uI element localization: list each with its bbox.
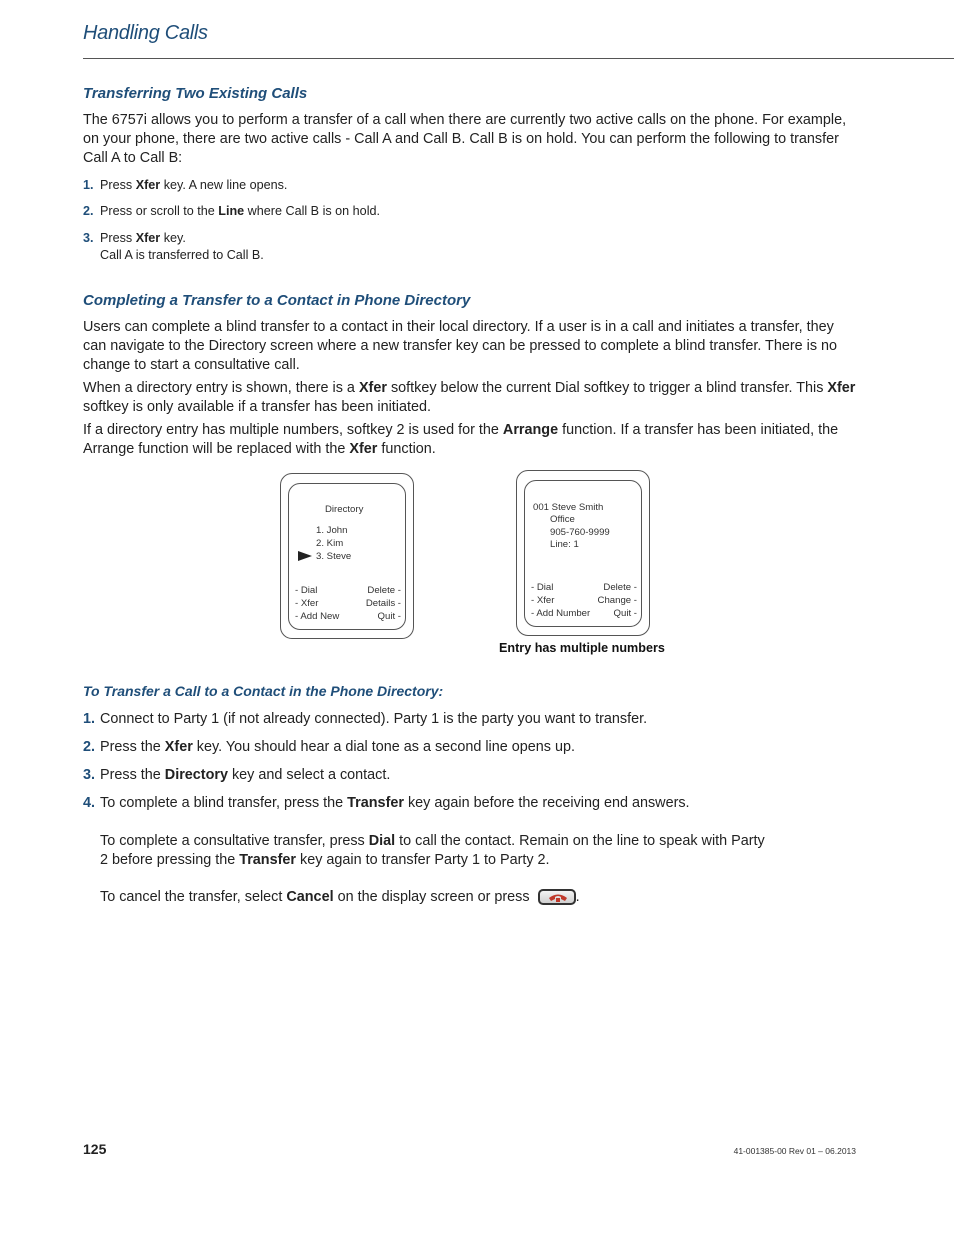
screen-title: Directory: [325, 504, 364, 515]
entry-label: Office: [550, 514, 575, 525]
list-item: 2. Press or scroll to the Line where Call B is on hold.: [83, 204, 380, 218]
entry-name: 001 Steve Smith: [533, 502, 604, 513]
softkey-delete: Delete -: [603, 582, 637, 593]
end-call-key-icon: [538, 889, 576, 905]
list-item: 1. Connect to Party 1 (if not already connected). Party 1 is the party you want to transfer.: [83, 711, 648, 727]
softkey-details: Details -: [365, 598, 401, 609]
softkey-add-number: - Add Number: [531, 608, 591, 619]
procedure-heading: To Transfer a Call to a Contact in the Phone Directory:: [83, 683, 444, 699]
directory-entry: 2. Kim: [316, 538, 344, 549]
softkey-dial: - Dial: [531, 582, 554, 593]
softkey-add-new: - Add New: [295, 611, 340, 622]
selection-arrow-icon: [298, 551, 312, 561]
entry-line: Line: 1: [550, 539, 579, 550]
softkey-xfer: - Xfer: [531, 595, 555, 606]
softkey-quit: Quit -: [377, 611, 401, 622]
softkey-dial: - Dial: [295, 585, 318, 596]
directory-entry: 3. Steve: [316, 551, 352, 562]
figure-caption: Entry has multiple numbers: [499, 641, 665, 655]
directory-entry: 1. John: [316, 525, 348, 536]
list-item: 4. To complete a blind transfer, press the Transfer key again before the receiving end answers.: [83, 795, 690, 811]
softkey-quit: Quit -: [613, 608, 637, 619]
softkey-change: Change -: [597, 595, 637, 606]
cancel-transfer-note: To cancel the transfer, select Cancel on the display screen or press .: [100, 889, 580, 905]
page-number: 125: [83, 1141, 107, 1157]
phone-directory-screen: [280, 473, 414, 639]
consultative-transfer-note: To complete a consultative transfer, press Dial to call the contact. Remain on the line to speak with Party 2 before pressing the Transfer key again to transfer Party 1 to Party 2.: [100, 833, 765, 868]
section2-para3: If a directory entry has multiple numbers, softkey 2 is used for the Arrange function. If a transfer has been initiated, the Arrange function will be replaced with the Xfer function.: [83, 422, 839, 457]
list-item: 2. Press the Xfer key. You should hear a dial tone as a second line opens up.: [83, 739, 575, 755]
document-revision: 41-001385-00 Rev 01 – 06.2013: [733, 1146, 856, 1156]
softkey-delete: Delete -: [367, 585, 401, 596]
section2-para1: Users can complete a blind transfer to a contact in their local directory. If a user is in a call and initiates a transfer, they can navigate to the Directory screen where a new transfer key can be pressed to complete a blind transfer. There is no change to start a consultative call.: [83, 319, 838, 373]
display-screen: [288, 483, 406, 630]
section2-para2: When a directory entry is shown, there is a Xfer softkey below the current Dial softkey to trigger a blind transfer. This Xfer softkey is only available if a transfer has been initiated.: [83, 380, 856, 415]
list-item: 3. Press Xfer key. Call A is transferred to Call B.: [83, 231, 264, 262]
header-divider: [83, 58, 954, 59]
phone-entry-screen: [516, 470, 650, 636]
list-item: 3. Press the Directory key and select a contact.: [83, 767, 391, 783]
entry-number: 905-760-9999: [550, 527, 610, 538]
softkey-xfer: - Xfer: [295, 598, 319, 609]
display-screen: [524, 480, 642, 627]
section-heading-transferring-two-calls: Transferring Two Existing Calls: [83, 85, 308, 102]
page-header-title: Handling Calls: [83, 22, 208, 44]
list-item: 1. Press Xfer key. A new line opens.: [83, 178, 288, 192]
section1-intro: The 6757i allows you to perform a transfer of a call when there are currently two active calls on the phone. For example, on your phone, there are two active calls - Call A and Call B. Call B is on hold. You can perform the following to transfer Call A to Call B:: [83, 112, 847, 166]
section-heading-directory-transfer: Completing a Transfer to a Contact in Phone Directory: [83, 292, 471, 309]
